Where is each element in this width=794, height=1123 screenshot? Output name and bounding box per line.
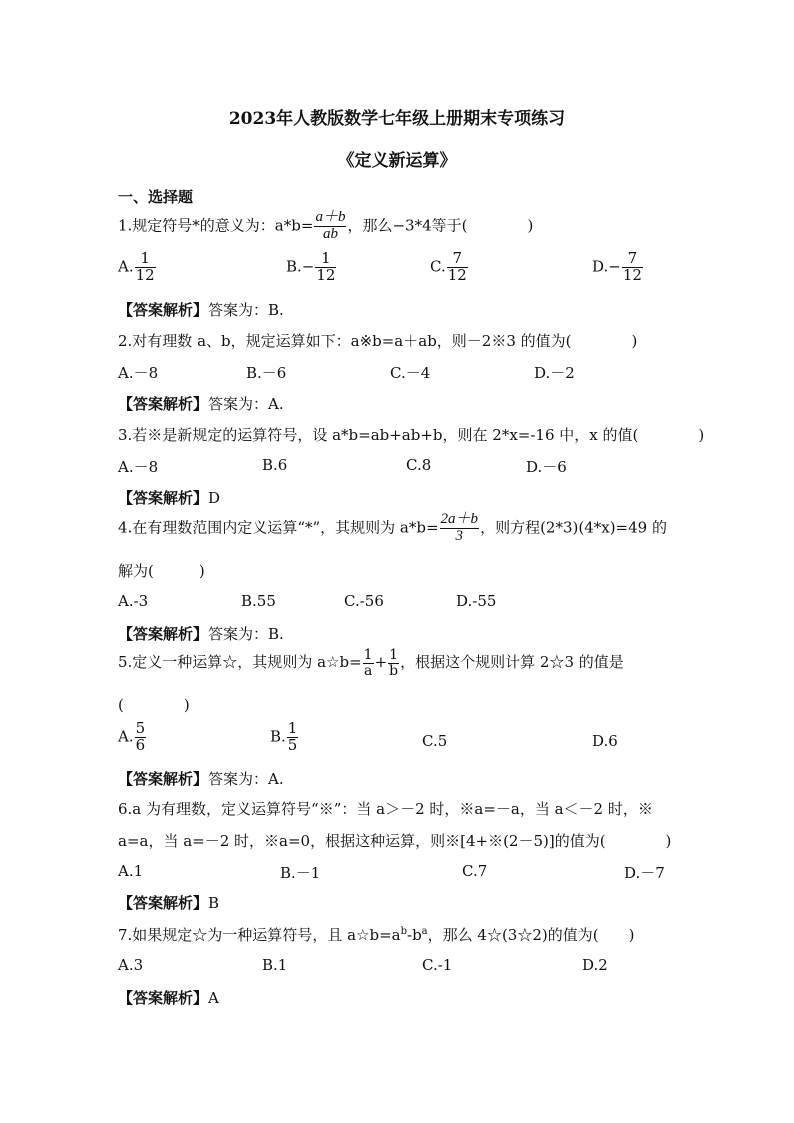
question-4: 4.在有理数范围内定义运算“*”，其规则为 a*b= $\frac{2a+b}{3}$ ，则方程(2*3)(4*x)=49 的 — [118, 511, 667, 544]
option-c: C.－4 — [390, 364, 431, 382]
option-c: C.-56 — [344, 592, 384, 610]
option-a: A. $\frac{1}{12}$ — [118, 249, 155, 284]
option-d: D.6 — [592, 732, 618, 750]
option-b: B.－1 — [280, 864, 321, 882]
option-a: A.1 — [118, 862, 144, 880]
option-b: B.6 — [262, 456, 288, 474]
option-a: A.3 — [118, 956, 144, 974]
option-b: B. $\frac{1}{5}$ — [270, 719, 298, 754]
option-b: B.55 — [241, 592, 276, 610]
answer-6: 【答案解析】B — [118, 894, 220, 912]
fraction: $\frac{a+b}{ab}$ — [315, 209, 346, 242]
question-2: 2.对有理数 a、b，规定运算如下：a※b=a＋ab，则－2※3 的值为( ) — [118, 332, 638, 350]
question-6-line2: a=a，当 a=－2 时，※a=0，根据这种运算，则※[4+※(2－5)]的值为( ) — [118, 832, 672, 850]
option-a: A.－8 — [118, 458, 159, 476]
question-text: ，那么−3*4等于( ) — [347, 216, 534, 235]
question-1 — [118, 210, 533, 243]
page-title: 2023年人教版数学七年级上册期末专项练习 — [228, 109, 566, 129]
option-b: B.− $\frac{1}{12}$ — [286, 249, 336, 284]
option-d: D.－2 — [534, 364, 575, 382]
option-d: D.− $\frac{7}{12}$ — [592, 249, 642, 284]
option-d: D.2 — [582, 956, 608, 974]
option-d: D.－7 — [624, 864, 665, 882]
question-text: 1.规定符号*的意义为：a*b= — [118, 216, 314, 235]
answer-2: 【答案解析】答案为：A. — [118, 395, 284, 413]
option-c: C.5 — [422, 732, 448, 750]
question-3: 3.若※是新规定的运算符号，设 a*b=ab+ab+b，则在 2*x=-16 中，x 的值( ) — [118, 426, 705, 444]
question-4-line2: 解为( ) — [118, 562, 205, 580]
question-5-line2: ( ) — [118, 696, 190, 714]
question-6: 6.a 为有理数，定义运算符号“※”：当 a＞－2 时，※a=－a，当 a＜－2 时，※ — [118, 800, 653, 818]
option-d: D.-55 — [456, 592, 497, 610]
option-b: B.1 — [262, 956, 288, 974]
question-7: 7.如果规定☆为一种运算符号，且 $a☆b=a^b-b^a$，那么 4☆(3☆2)的值为( ) — [118, 926, 635, 944]
option-c: C. $\frac{7}{12}$ — [430, 249, 467, 284]
option-c: C.8 — [406, 456, 432, 474]
answer-5: 【答案解析】答案为：A. — [118, 770, 284, 788]
option-c: C.7 — [462, 862, 488, 880]
question-5: 5.定义一种运算☆，其规则为 a☆b= $\frac{1}{a}$ + $\frac{1}{b}$ ，根据这个规则计算 2☆3 的值是 — [118, 647, 624, 679]
answer-3: 【答案解析】D — [118, 489, 221, 507]
answer-7: 【答案解析】A — [118, 989, 219, 1007]
page-subtitle: 《定义新运算》 — [337, 151, 457, 171]
option-d: D.－6 — [526, 458, 567, 476]
option-c: C.-1 — [422, 956, 453, 974]
answer-1: 【答案解析】答案为：B. — [118, 301, 284, 319]
section-heading: 一、选择题 — [118, 188, 194, 206]
answer-tag: 【答案解析】 — [118, 301, 209, 319]
option-a: A. $\frac{5}{6}$ — [118, 719, 146, 754]
option-a: A.-3 — [118, 592, 149, 610]
answer-4: 【答案解析】答案为：B. — [118, 625, 284, 643]
option-b: B.－6 — [246, 364, 287, 382]
option-a: A.－8 — [118, 364, 159, 382]
